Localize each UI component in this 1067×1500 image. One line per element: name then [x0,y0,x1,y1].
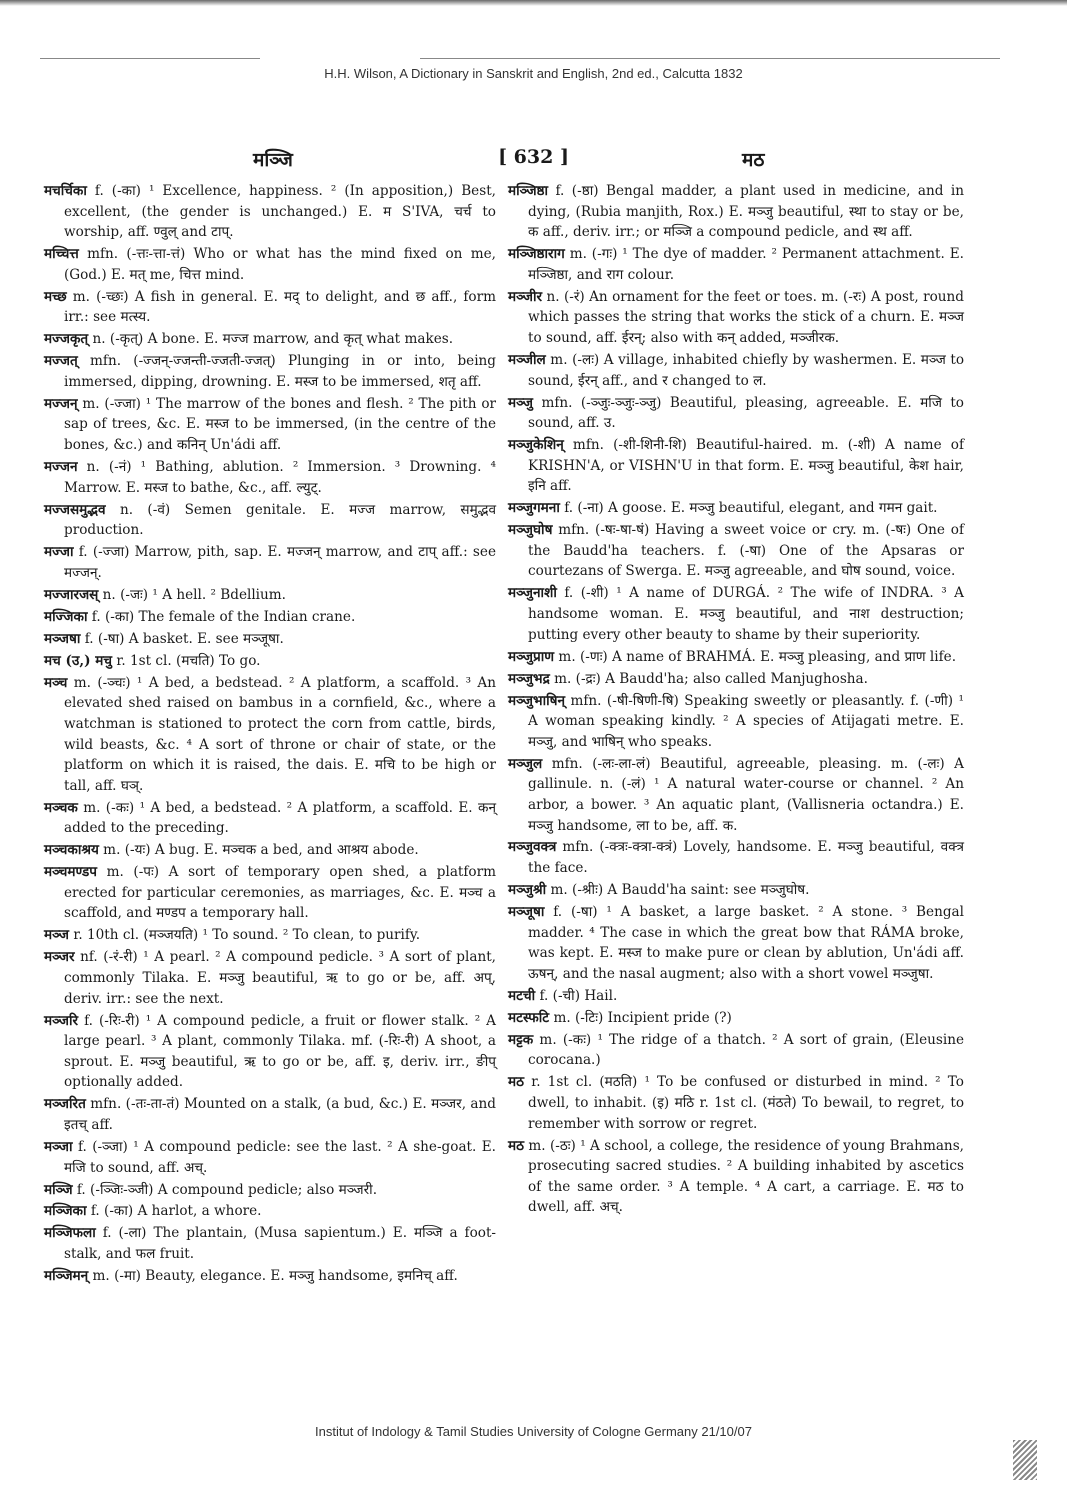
dictionary-entry [508,181,964,243]
dictionary-entry [508,986,964,1007]
dictionary-entry [44,607,496,628]
entry-headword: मठ [508,1074,525,1091]
entry-definition: r. 1st cl. (मचति) To go. [112,652,261,669]
entry-definition: f. (-ञ्जा) ¹ A compound pedicle: see the last. ² A she-goat. E. मजि to sound, aff. अच्. [64,1138,496,1176]
entry-definition: r. 10th cl. (मञ्जयति) ¹ To sound. ² To clean, to purify. [69,927,421,944]
entry-headword: मञ्जुघोष [508,522,553,539]
entry-definition: f. (-का) ¹ Excellence, happiness. ² (In apposition,) Best, excellent, (the gender is unchanged.) E. म S'IVA, चर्च to worship, aff. ण्वुल् and टाप्. [64,183,496,241]
dictionary-entry [508,244,964,285]
entry-headword: मञ्जुनाशी [508,585,557,602]
entry-headword: मञ्जिष्ठा [508,183,549,199]
dictionary-entry [508,1072,964,1134]
entry-definition: n. (-रं) An ornament for the feet or toes. m. (-रः) A post, round which passes the string that works the stick of a churn. E. मञ्ज to sound, aff. ईरन्; also with कन् added, मञ्जीरक. [528,288,964,346]
entry-headword: मञ्जर [44,949,75,966]
entry-definition: mfn. (-तः-ता-तं) Mounted on a stalk, (a bud, &c.) E. मञ्जर, and इतच् aff. [64,1096,496,1133]
entry-headword: मञ्जुकेशिन् [508,437,564,454]
scan-rule [40,58,260,59]
entry-headword: मञ्जुप्राण [508,648,555,665]
dictionary-entry [508,669,964,690]
entry-headword: मञ्जूषा [508,904,545,921]
entry-headword: मञ्जुश्री [508,882,547,899]
dictionary-entry [44,629,496,650]
entry-headword: मज्जन [44,459,78,476]
entry-headword: मच्चित्त [44,246,79,263]
entry-definition: r. 1st cl. (मठति) ¹ To be confused or disturbed in mind. ² To dwell, to inhabit. (इ) मठि r. 1st cl. (मंठते) To bewail, to regret, to remember with sorrow or regret. [524,1074,964,1132]
dictionary-entry [44,585,496,606]
dictionary-entry [44,798,496,839]
entry-definition: m. (-मा) Beauty, elegance. E. मञ्जु handsome, इमनिच् aff. [88,1268,458,1285]
dictionary-entry [44,351,496,392]
dictionary-entry [44,1180,496,1201]
source-citation: H.H. Wilson, A Dictionary in Sanskrit and English, 2nd ed., Calcutta 1832 [324,66,743,81]
entry-headword: मञ्जुवक्त्र [508,839,557,856]
entry-definition: mfn. (-षी-षिणी-षि) Speaking sweetly or pleasantly. f. (-णी) ¹ A woman speaking kindly. ² A species of Atijagati metre. E. मञ्जु, and भाषिन् who speaks. [528,692,964,750]
dictionary-entry [508,393,964,434]
entry-headword: मच (उ,) मचु [44,652,113,669]
entry-definition: n. (-वं) Semen genitale. E. मज्ज marrow, समुद्भव production. [64,501,496,539]
entry-headword: मञ्जुभाषिन् [508,692,566,709]
entry-definition: f. (-षा) ¹ A basket, a large basket. ² A stone. ³ Bengal madder. ⁴ The case in which the great bow that RÁMA broke, was kept. E. मस्ज to make pure or clean by ablution, Un'ádi aff. ऊषन्, and the nasal augment; also with a short vowel मञ्जुषा. [528,904,964,982]
dictionary-entry [44,329,496,350]
dictionary-entry [508,583,964,645]
footer-credit: Institut of Indology & Tamil Studies University of Cologne Germany 21/10/07 [315,1424,752,1439]
dictionary-entry [44,181,496,243]
dictionary-entry [508,350,964,391]
dictionary-entry [508,1030,964,1071]
entry-definition: m. (-ज्जा) ¹ The marrow of the bones and flesh. ² The pith or sap of trees, &c. E. मस्ज to be immersed, (in the centre of the bones, &c.) and कनिन् Un'ádi aff. [64,395,496,454]
entry-definition: m. (-पः) A sort of temporary open shed, a platform erected for particular ceremonies, as marriages, &c. E. मञ्च a scaffold, and मण्डप a temporary hall. [64,864,496,922]
entry-definition: f. (-ञ्जिः-ञ्जी) A compound pedicle; also मञ्जरी. [72,1181,378,1198]
entry-headword: मज्जन् [44,395,78,412]
dictionary-entry [44,394,496,456]
entry-definition: f. (-ना) A goose. E. मञ्जु beautiful, elegant, and गमन gait. [559,500,938,517]
entry-headword: मञ्जरित [44,1096,86,1113]
entry-headword: मञ्जरि [44,1012,79,1029]
dictionary-entry [44,1201,496,1222]
dictionary-entry [44,457,496,498]
entry-headword: मञ्जु [508,394,534,411]
entry-headword: मञ्जुल [508,755,543,772]
dictionary-entry [508,647,964,668]
entry-headword: मञ्जुगमना [508,500,560,517]
entry-definition: f. (-ला) The plantain, (Musa sapientum.) E. मञ्जि a foot-stalk, and फल fruit. [64,1225,496,1263]
entry-headword: मटची [508,987,536,1004]
entry-definition: f. (-का) A harlot, a whore. [86,1203,262,1220]
dictionary-entry [508,837,964,878]
dictionary-entry [44,925,496,946]
entry-definition: n. (-कृत्) A bone. E. मज्ज marrow, and कृत् what makes. [88,331,454,348]
entry-headword: मज्जत् [44,353,78,370]
entry-definition: m. (-णः) A name of BRAHMÁ. E. मञ्जु pleasing, and प्राण life. [554,648,957,665]
entry-headword: मञ्जिफला [44,1225,96,1242]
entry-definition: m. (-ठः) ¹ A school, a college, the residence of young Brahmans, prosecuting sacred studies. ² A building inhabited by ascetics of the same order. ³ A temple. ⁴ A cart, a carriage. E. मठ to dwell, aff. अच्. [524,1137,964,1216]
dictionary-entry [44,673,496,797]
entry-definition: f. (-ष्ठा) Bengal madder, a plant used in medicine, and in dying, (Rubia manjith, Rox.) E. मञ्जु beautiful, स्था to stay or be, क aff., deriv. irr.; or मञ्जि a compound pedicle, and स्थ aff. [528,183,964,241]
dictionary-entry [508,1008,964,1029]
dictionary-entry [508,520,964,582]
entry-definition: m. (-गः) ¹ The dye of madder. ² Permanent attachment. E. मञ्जिष्ठा, and राग colour. [528,246,964,283]
entry-definition: mfn. (-ज्जन्-ज्जन्ती-ज्जती-ज्जत्) Plunging in or into, being immersed, dipping, drowning. E. मस्ज to be immersed, शतृ aff. [64,353,496,390]
entry-headword: मज्जकृत् [44,331,89,348]
entry-definition: m. (-श्रीः) A Baudd'ha saint: see मञ्जुघोष. [546,882,810,899]
entry-definition: m. (-द्रः) A Baudd'ha; also called Manjughosha. [549,670,868,687]
entry-definition: n. (-जः) ¹ A hell. ² Bdellium. [98,586,286,603]
scan-corner-mark [1013,1440,1037,1480]
entry-definition: nf. (-रं-री) ¹ A pearl. ² A compound pedicle. ³ A sort of plant, commonly Tilaka. E. मञ्जु beautiful, ऋ to go or be, aff. अप्, deriv. irr.: see the next. [64,949,496,1007]
dictionary-entry [508,754,964,836]
entry-definition: mfn. (-त्तः-त्ता-त्तं) Who or what has the mind fixed on me, (God.) E. मत् me, चित्त mind. [64,246,496,283]
entry-headword: मट्टक [508,1031,534,1048]
entry-definition: f. (-षा) A basket. E. see मञ्जूषा. [80,630,284,647]
left-column [44,181,496,1288]
dictionary-entry [44,500,496,541]
dictionary-entry [44,542,496,583]
entry-headword: मञ्चक [44,799,78,816]
dictionary-entry [508,435,964,497]
entry-headword: मञ्जीर [508,288,543,305]
entry-headword: मञ्जा [44,1138,73,1155]
entry-headword: मञ्चकाश्रय [44,842,99,859]
entry-headword: मञ्जषा [44,630,81,647]
entry-definition: mfn. (-षः-षा-षं) Having a sweet voice or cry. m. (-षः) One of the Baudd'ha teachers. f. (-षा) One of the Apsaras or courtezans of Swerga. E. मञ्जु agreeable, and घोष sound, voice. [528,522,964,580]
entry-headword: मज्जसमुद्भव [44,501,106,518]
dictionary-entry [44,1266,496,1287]
dictionary-entry [44,840,496,861]
page-number: [ 632 ] [498,146,569,168]
entry-headword: मञ्जिष्ठाराग [508,246,565,263]
entry-headword: मञ्ज [44,927,70,944]
entry-headword: मञ्च [44,674,68,691]
dictionary-entry [44,1223,496,1264]
entry-definition: mfn. (-शी-शिनी-शि) Beautiful-haired. m. (-शी) A name of KRISHN'A, or VISHN'U in that form. E. मञ्जु beautiful, केश hair, इनि aff. [528,437,964,495]
entry-headword: मञ्जिमन् [44,1268,89,1285]
entry-definition: m. (-कः) ¹ The ridge of a thatch. ² A sort of grain, (Eleusine corocana.) [528,1031,964,1069]
dictionary-entry [44,947,496,1009]
dictionary-entry [508,902,964,984]
scan-rule [420,58,1000,59]
entry-definition: m. (-यः) A bug. E. मञ्चक a bed, and आश्रय abode. [98,842,419,859]
entry-definition: mfn. (-लः-ला-लं) Beautiful, agreeable, pleasing. m. (-लः) A gallinule. n. (-लं) ¹ A natural water-course or channel. ² An arbor, a bower. ³ An aquatic plant, (Vallisneria octandra.) E. मञ्जु handsome, ला to be, aff. क. [528,755,964,834]
entry-headword: मठ [508,1137,525,1154]
dictionary-entry [44,651,496,672]
dictionary-entry [508,1136,964,1218]
dictionary-entry [44,1137,496,1178]
entry-headword: मञ्चमण्डप [44,864,97,881]
entry-definition: m. (-ञ्चः) ¹ A bed, a bedstead. ² A platform, a scaffold. ³ An elevated shed raised on bambus in a cornfield, &c., where a watchman is stationed to protect the corn from cattle, birds, wild beasts, &c. ⁴ A sort of throne or chair of state, or the platform on which it is raised, the dais. E. मचि to be high or tall, aff. घञ्. [64,674,496,794]
running-head-left: मञ्जि [253,149,293,171]
entry-definition: m. (-च्छः) A fish in general. E. मद् to delight, and छ aff., form irr.: see मत्स्य. [64,288,496,326]
entry-definition: mfn. (-क्त्रः-क्त्रा-क्त्रं) Lovely, handsome. E. मञ्जु beautiful, वक्त्र the face. [528,839,964,877]
entry-headword: मञ्जि [44,1181,73,1198]
entry-definition: m. (-लः) A village, inhabited chiefly by washermen. E. मञ्ज to sound, ईरन् aff., and र changed to ल. [528,351,964,389]
right-column [508,181,964,1219]
entry-headword: मज्जारजस् [44,586,99,603]
dictionary-entry [44,862,496,924]
entry-definition: m. (-टिः) Incipient pride (?) [549,1009,732,1026]
dictionary-entry [508,691,964,753]
running-head-right: मठ [742,149,765,171]
dictionary-entry [44,244,496,285]
entry-definition: f. (-रिः-री) ¹ A compound pedicle, a fruit or flower stalk. ² A large pearl. ³ A plant, commonly Tilaka. mf. (-रिः-री) A shoot, a sprout. E. मञ्जु beautiful, ऋ to go or be, aff. इ, deriv. irr., ङीप् optionally added. [64,1012,496,1091]
dictionary-entry [44,287,496,328]
entry-headword: मटस्फटि [508,1009,550,1026]
entry-definition: f. (-ची) Hail. [535,987,618,1004]
entry-definition: f. (-का) The female of the Indian crane. [87,608,356,625]
scan-top-edge [0,0,1067,6]
entry-definition: f. (-ज्जा) Marrow, pith, sap. E. मज्जन् marrow, and टाप् aff.: see मज्जन्. [64,544,496,581]
dictionary-entry [508,287,964,349]
entry-definition: n. (-नं) ¹ Bathing, ablution. ² Immersion. ³ Drowning. ⁴ Marrow. E. मस्ज to bathe, &c., aff. ल्युट्. [64,459,496,496]
dictionary-entry [508,880,964,901]
entry-definition: m. (-कः) ¹ A bed, a bedstead. ² A platform, a scaffold. E. कन् added to the preceding. [64,799,496,837]
entry-headword: मज्जिका [44,608,88,625]
entry-headword: मचर्चिका [44,183,87,199]
entry-definition: f. (-शी) ¹ A name of DURGÁ. ² The wife of INDRA. ³ A handsome woman. E. मञ्जु beautiful, and नाश destruction; putting every other beauty to shame by their superiority. [528,585,964,643]
entry-headword: मञ्जुभद्र [508,670,550,687]
dictionary-entry [44,1011,496,1093]
entry-headword: मञ्जील [508,351,546,368]
entry-headword: मज्जा [44,544,74,561]
entry-headword: मच्छ [44,288,67,305]
entry-definition: mfn. (-ञ्जुः-ञ्जुः-ञ्जु) Beautiful, pleasing, agreeable. E. मजि to sound, aff. उ. [528,394,964,432]
dictionary-entry [508,498,964,519]
dictionary-entry [44,1094,496,1135]
entry-headword: मञ्जिका [44,1203,87,1220]
